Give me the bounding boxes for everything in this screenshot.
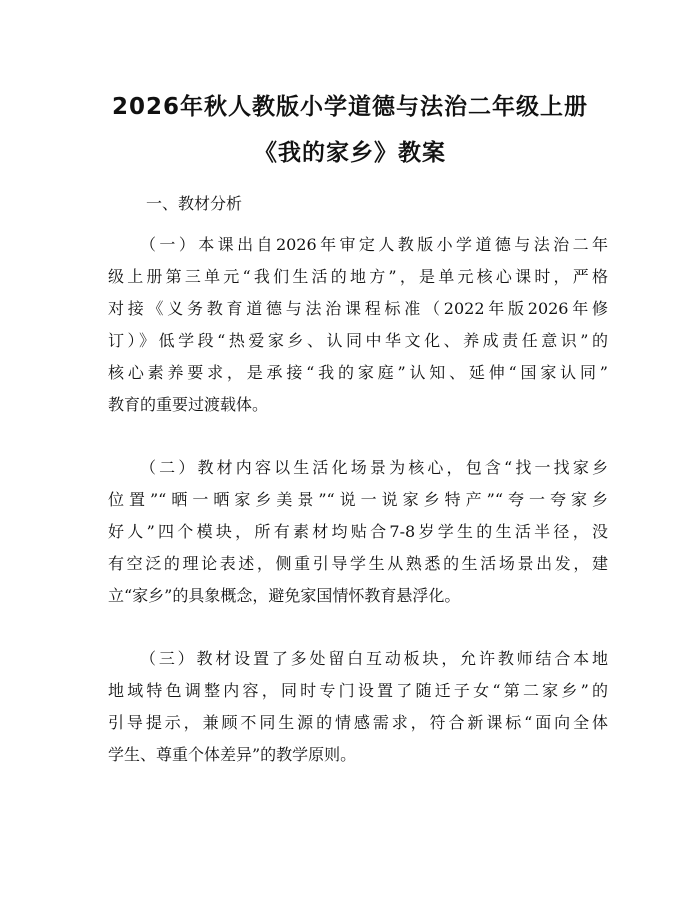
paragraph-line: 位置”“晒一晒家乡美景”“说一说家乡特产”“夸一夸家乡 bbox=[108, 490, 608, 509]
section-heading: 一、教材分析 bbox=[146, 194, 243, 213]
paragraph-line: 立“家乡”的具象概念，避免家国情怀教育悬浮化。 bbox=[108, 586, 461, 605]
paragraph-line: 级上册第三单元“我们生活的地方”，是单元核心课时，严格 bbox=[108, 267, 608, 286]
paragraph-line: 核心素养要求，是承接“我的家庭”认知、延伸“国家认同” bbox=[108, 363, 608, 382]
paragraph-line: 有空泛的理论表述，侧重引导学生从熟悉的生活场景出发，建 bbox=[108, 554, 608, 573]
document-title-line-2: 《我的家乡》教案 bbox=[254, 140, 446, 166]
paragraph-line: 好人”四个模块，所有素材均贴合7-8岁学生的生活半径，没 bbox=[108, 522, 608, 541]
paragraph-3 bbox=[108, 643, 608, 771]
paragraph-line: 订）》低学段“热爱家乡、认同中华文化、养成责任意识”的 bbox=[108, 331, 608, 350]
paragraph-line: （一）本课出自2026年审定人教版小学道德与法治二年 bbox=[140, 235, 608, 254]
paragraph-line: （二）教材内容以生活化场景为核心，包含“找一找家乡 bbox=[140, 458, 608, 477]
paragraph-line: 引导提示，兼顾不同生源的情感需求，符合新课标“面向全体 bbox=[108, 713, 608, 732]
paragraph-line: 地域特色调整内容，同时专门设置了随迁子女“第二家乡”的 bbox=[108, 681, 608, 700]
paragraph-line: （三）教材设置了多处留白互动板块，允许教师结合本地 bbox=[140, 649, 608, 668]
paragraph-line: 对接《义务教育道德与法治课程标准（2022年版2026年修 bbox=[108, 299, 608, 318]
document-title-line-1: 2026年秋人教版小学道德与法治二年级上册 bbox=[111, 94, 588, 120]
paragraph-1 bbox=[108, 229, 608, 421]
paragraph-2 bbox=[108, 452, 608, 612]
paragraph-line: 学生、尊重个体差异”的教学原则。 bbox=[108, 745, 357, 764]
paragraph-line: 教育的重要过渡载体。 bbox=[108, 395, 269, 414]
